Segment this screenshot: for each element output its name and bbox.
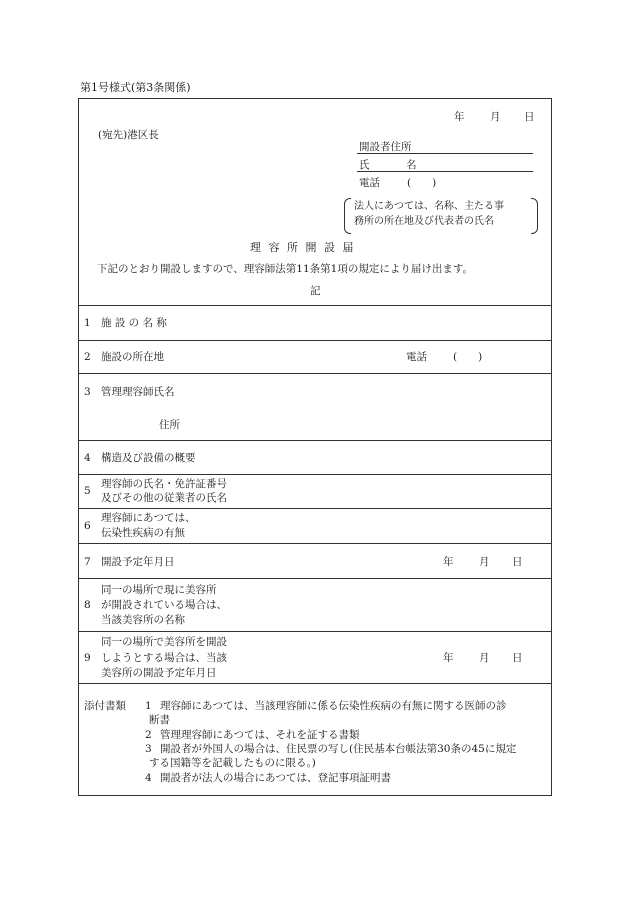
row5-label-line2: 及びその他の従業者の氏名 — [101, 492, 227, 504]
divider — [78, 508, 552, 509]
row7-year: 年 — [443, 556, 454, 568]
date-month: 月 — [490, 111, 501, 123]
date-day: 日 — [524, 111, 535, 123]
row2-phone-label: 電話 — [406, 351, 427, 363]
row8-label-line2: が開設されている場合は、 — [101, 599, 227, 611]
row9-year: 年 — [443, 652, 454, 664]
divider — [78, 440, 552, 441]
attachment-1-text-cont: 断書 — [149, 714, 170, 726]
applicant-name-label-1: 氏 — [359, 159, 370, 171]
row9-number: 9 — [84, 652, 91, 664]
corp-note-line2: 務所の所在地及び代表者の氏名 — [354, 216, 494, 227]
row3-number: 3 — [84, 386, 91, 398]
row7-day: 日 — [512, 556, 523, 568]
row1-label: 施 設 の 名 称 — [101, 317, 167, 329]
row3-address-label: 住所 — [159, 419, 180, 431]
row8-label-line3: 当該美容所の名称 — [101, 614, 185, 626]
applicant-address-label: 開設者住所 — [359, 141, 412, 153]
applicant-name-label-2: 名 — [406, 159, 417, 171]
corp-note-line1: 法人にあつては、名称、主たる事 — [354, 201, 504, 212]
row6-number: 6 — [84, 520, 91, 532]
bracket-left — [344, 198, 351, 234]
date-year: 年 — [454, 111, 465, 123]
divider — [78, 373, 552, 374]
row6-label-line1: 理容師にあつては、 — [101, 512, 196, 524]
row1-number: 1 — [84, 317, 91, 329]
form-title: 理 容 所 開 設 届 — [250, 241, 356, 254]
divider — [78, 340, 552, 341]
divider — [78, 474, 552, 475]
attachment-1-text: 理容師にあつては、当該理容師に係る伝染性疾病の有無に関する医師の診 — [160, 700, 507, 712]
row9-label-line1: 同一の場所で美容所を開設 — [101, 636, 227, 648]
divider — [78, 543, 552, 544]
row9-label-line3: 美容所の開設予定年月日 — [101, 667, 217, 679]
row4-number: 4 — [84, 452, 91, 464]
row5-number: 5 — [84, 485, 91, 497]
divider — [78, 631, 552, 632]
row5-label-line1: 理容師の氏名・免許証番号 — [101, 478, 227, 490]
attachment-3-number: 3 — [145, 743, 152, 755]
row9-month: 月 — [479, 652, 490, 664]
statement-text: 下記のとおり開設しますので、理容師法第11条第1項の規定により届け出ます。 — [97, 263, 473, 275]
divider — [78, 305, 552, 306]
row3-label: 管理理容師氏名 — [101, 386, 175, 398]
row8-label-line1: 同一の場所で現に美容所 — [101, 584, 217, 596]
attachment-2-text: 管理理容師にあつては、それを証する書類 — [160, 729, 360, 741]
row2-phone-parens: ( ) — [453, 351, 483, 363]
row7-month: 月 — [479, 556, 490, 568]
attachments-label: 添付書類 — [84, 700, 126, 712]
row8-number: 8 — [84, 599, 91, 611]
applicant-phone-parens: ( ) — [407, 177, 437, 189]
attachment-3-text-cont: する国籍等を記載したものに限る。) — [149, 757, 316, 769]
row6-label-line2: 伝染性疾病の有無 — [101, 527, 185, 539]
applicant-phone-label: 電話 — [359, 177, 380, 189]
divider — [78, 578, 552, 579]
row2-label: 施設の所在地 — [101, 351, 164, 363]
ki-label: 記 — [310, 285, 321, 297]
form-number-label: 第1号様式(第3条関係) — [80, 81, 191, 94]
bracket-right — [531, 198, 538, 234]
row7-label: 開設予定年月日 — [101, 556, 175, 568]
attachment-4-number: 4 — [145, 772, 152, 784]
row9-label-line2: しようとする場合は、当該 — [101, 652, 227, 664]
name-underline — [357, 171, 533, 172]
address-underline — [357, 153, 533, 154]
addressee: (宛先)港区長 — [98, 129, 159, 141]
attachment-2-number: 2 — [145, 729, 152, 741]
row7-number: 7 — [84, 556, 91, 568]
row9-day: 日 — [512, 652, 523, 664]
row4-label: 構造及び設備の概要 — [101, 452, 196, 464]
row2-number: 2 — [84, 351, 91, 363]
attachment-4-text: 開設者が法人の場合にあつては、登記事項証明書 — [160, 772, 391, 784]
attachment-3-text: 開設者が外国人の場合は、住民票の写し(住民基本台帳法第30条の45に規定 — [160, 743, 517, 755]
divider — [78, 683, 552, 684]
attachment-1-number: 1 — [145, 700, 152, 712]
